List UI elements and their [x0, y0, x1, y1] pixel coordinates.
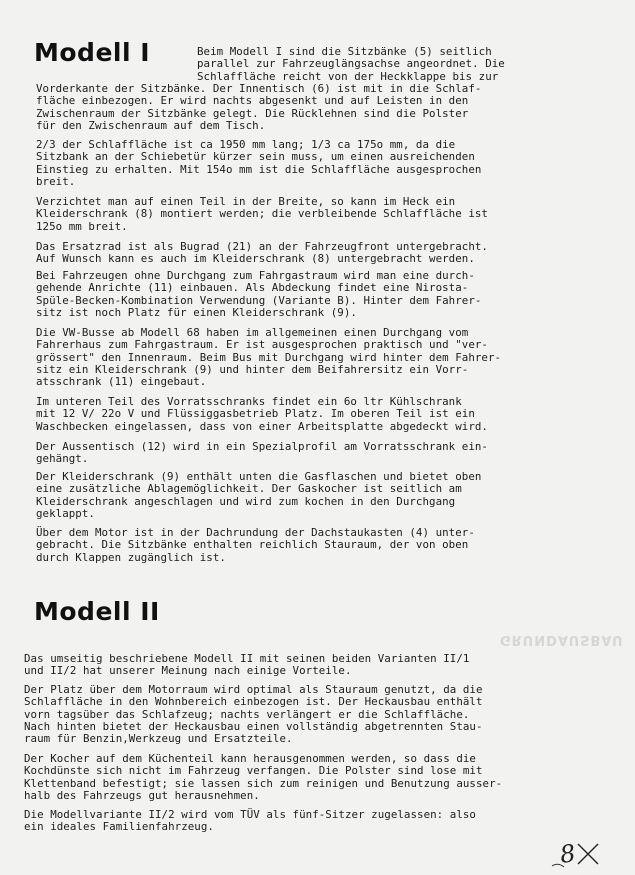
handwritten-mark-icon [548, 836, 608, 870]
section1-intro: Beim Modell I sind die Sitzbänke (5) seitlich parallel zur Fahrzeuglängsachse angeordnet. Die Schlaffläche reicht von der Heckklappe bis zur [197, 45, 505, 83]
section2-paragraph-4: Die Modellvariante II/2 wird vom TÜV als fünf-Sitzer zugelassen: also ein ideales Familienfahrzeug. [24, 808, 476, 834]
section1-paragraph-10: Über dem Motor ist in der Dachrundung der Dachstaukasten (4) unter- gebracht. Die Sitzbänke enthalten reichlich Stauraum, der von oben durch Klappen zugänglich ist. [36, 526, 475, 564]
section1-paragraph-8: Der Aussentisch (12) wird in ein Spezialprofil am Vorratsschrank ein- gehängt. [36, 440, 488, 466]
section2-paragraph-1: Das umseitig beschriebene Modell II mit seinen beiden Varianten II/1 und II/2 hat unserer Meinung nach einige Vorteile. [24, 652, 470, 678]
section1-paragraph-4: Das Ersatzrad ist als Bugrad (21) an der Fahrzeugfront untergebracht. Auf Wunsch kann es auch im Kleiderschrank (8) untergebracht werden. [36, 240, 488, 266]
section1-paragraph-1: Vorderkante der Sitzbänke. Der Innentisch (6) ist mit in die Schlaf- fläche einbezogen. Er wird nachts abgesenkt und auf Leisten in den Zwischenraum der Sitzbänke gelegt. Die Rücklehnen sind die Polster für den Zwischenraum auf dem Tisch. [36, 82, 482, 132]
section-title-modell-1: Modell I [34, 38, 151, 67]
page-number: 8 [558, 839, 578, 869]
section1-paragraph-2: 2/3 der Schlaffläche ist ca 1950 mm lang; 1/3 ca 175o mm, da die Sitzbank an der Schiebetür kürzer sein muss, um einen ausreichenden Einstieg zu erhalten. Mit 154o mm ist die Schlaffläche ausgesprochen breit. [36, 138, 482, 188]
section2-paragraph-2: Der Platz über dem Motorraum wird optimal als Stauraum genutzt, da die Schlaffläche in den Wohnbereich einbezogen ist. Der Heckausbau enthält vorn tagsüber das Schlafzeug; nachts verlängert er die Schlaffläche. Nach hinten bietet der Heckausbau einen vollständig abgetrennten Stau- raum für Benzin,Werkzeug und Ersatzteile. [24, 683, 483, 746]
section1-paragraph-9: Der Kleiderschrank (9) enthält unten die Gasflaschen und bietet oben eine zusätzliche Ablagemöglichkeit. Der Gaskocher ist seitlich am Kleiderschrank angeschlagen und wird zum kochen in den Durchgang geklappt. [36, 470, 482, 520]
section1-paragraph-5: Bei Fahrzeugen ohne Durchgang zum Fahrgastraum wird man eine durch- gehende Anrichte (11) einbauen. Als Abdeckung findet eine Nirosta- Spüle-Becken-Kombination Verwendung (Variante B). Hinter dem Fahrer- sitz ist noch Platz für einen Kleiderschrank (9). [36, 269, 482, 319]
section1-paragraph-7: Im unteren Teil des Vorratsschranks findet ein 6o ltr Kühlschrank mit 12 V/ 22o V und Flüssiggasbetrieb Platz. Im oberen Teil ist ein Waschbecken eingelassen, dass von einer Arbeitsplatte abgedeckt wird. [36, 395, 488, 433]
section2-paragraph-3: Der Kocher auf dem Küchenteil kann herausgenommen werden, so dass die Kochdünste sich nicht im Fahrzeug verfangen. Die Polster sind lose mit Klettenband befestigt; sie lassen sich zum reinigen und Benutzung ausser- halb des Fahrzeugs gut herausnehmen. [24, 752, 503, 802]
show-through-heading: GRUNDAUSBAU [500, 632, 624, 647]
section1-paragraph-6: Die VW-Busse ab Modell 68 haben im allgemeinen einen Durchgang vom Fahrerhaus zum Fahrgastraum. Er ist ausgesprochen praktisch und "ver- grössert" den Innenraum. Beim Bus mit Durchgang wird hinter dem Fahrer- sitz ein Kleiderschrank (9) und hinter dem Beifahrersitz ein Vorr- atsschrank (11) eingebaut. [36, 326, 502, 389]
section-title-modell-2: Modell II [34, 597, 160, 626]
section1-paragraph-3: Verzichtet man auf einen Teil in der Breite, so kann im Heck ein Kleiderschrank (8) montiert werden; die verbleibende Schlaffläche ist 125o mm breit. [36, 195, 488, 233]
